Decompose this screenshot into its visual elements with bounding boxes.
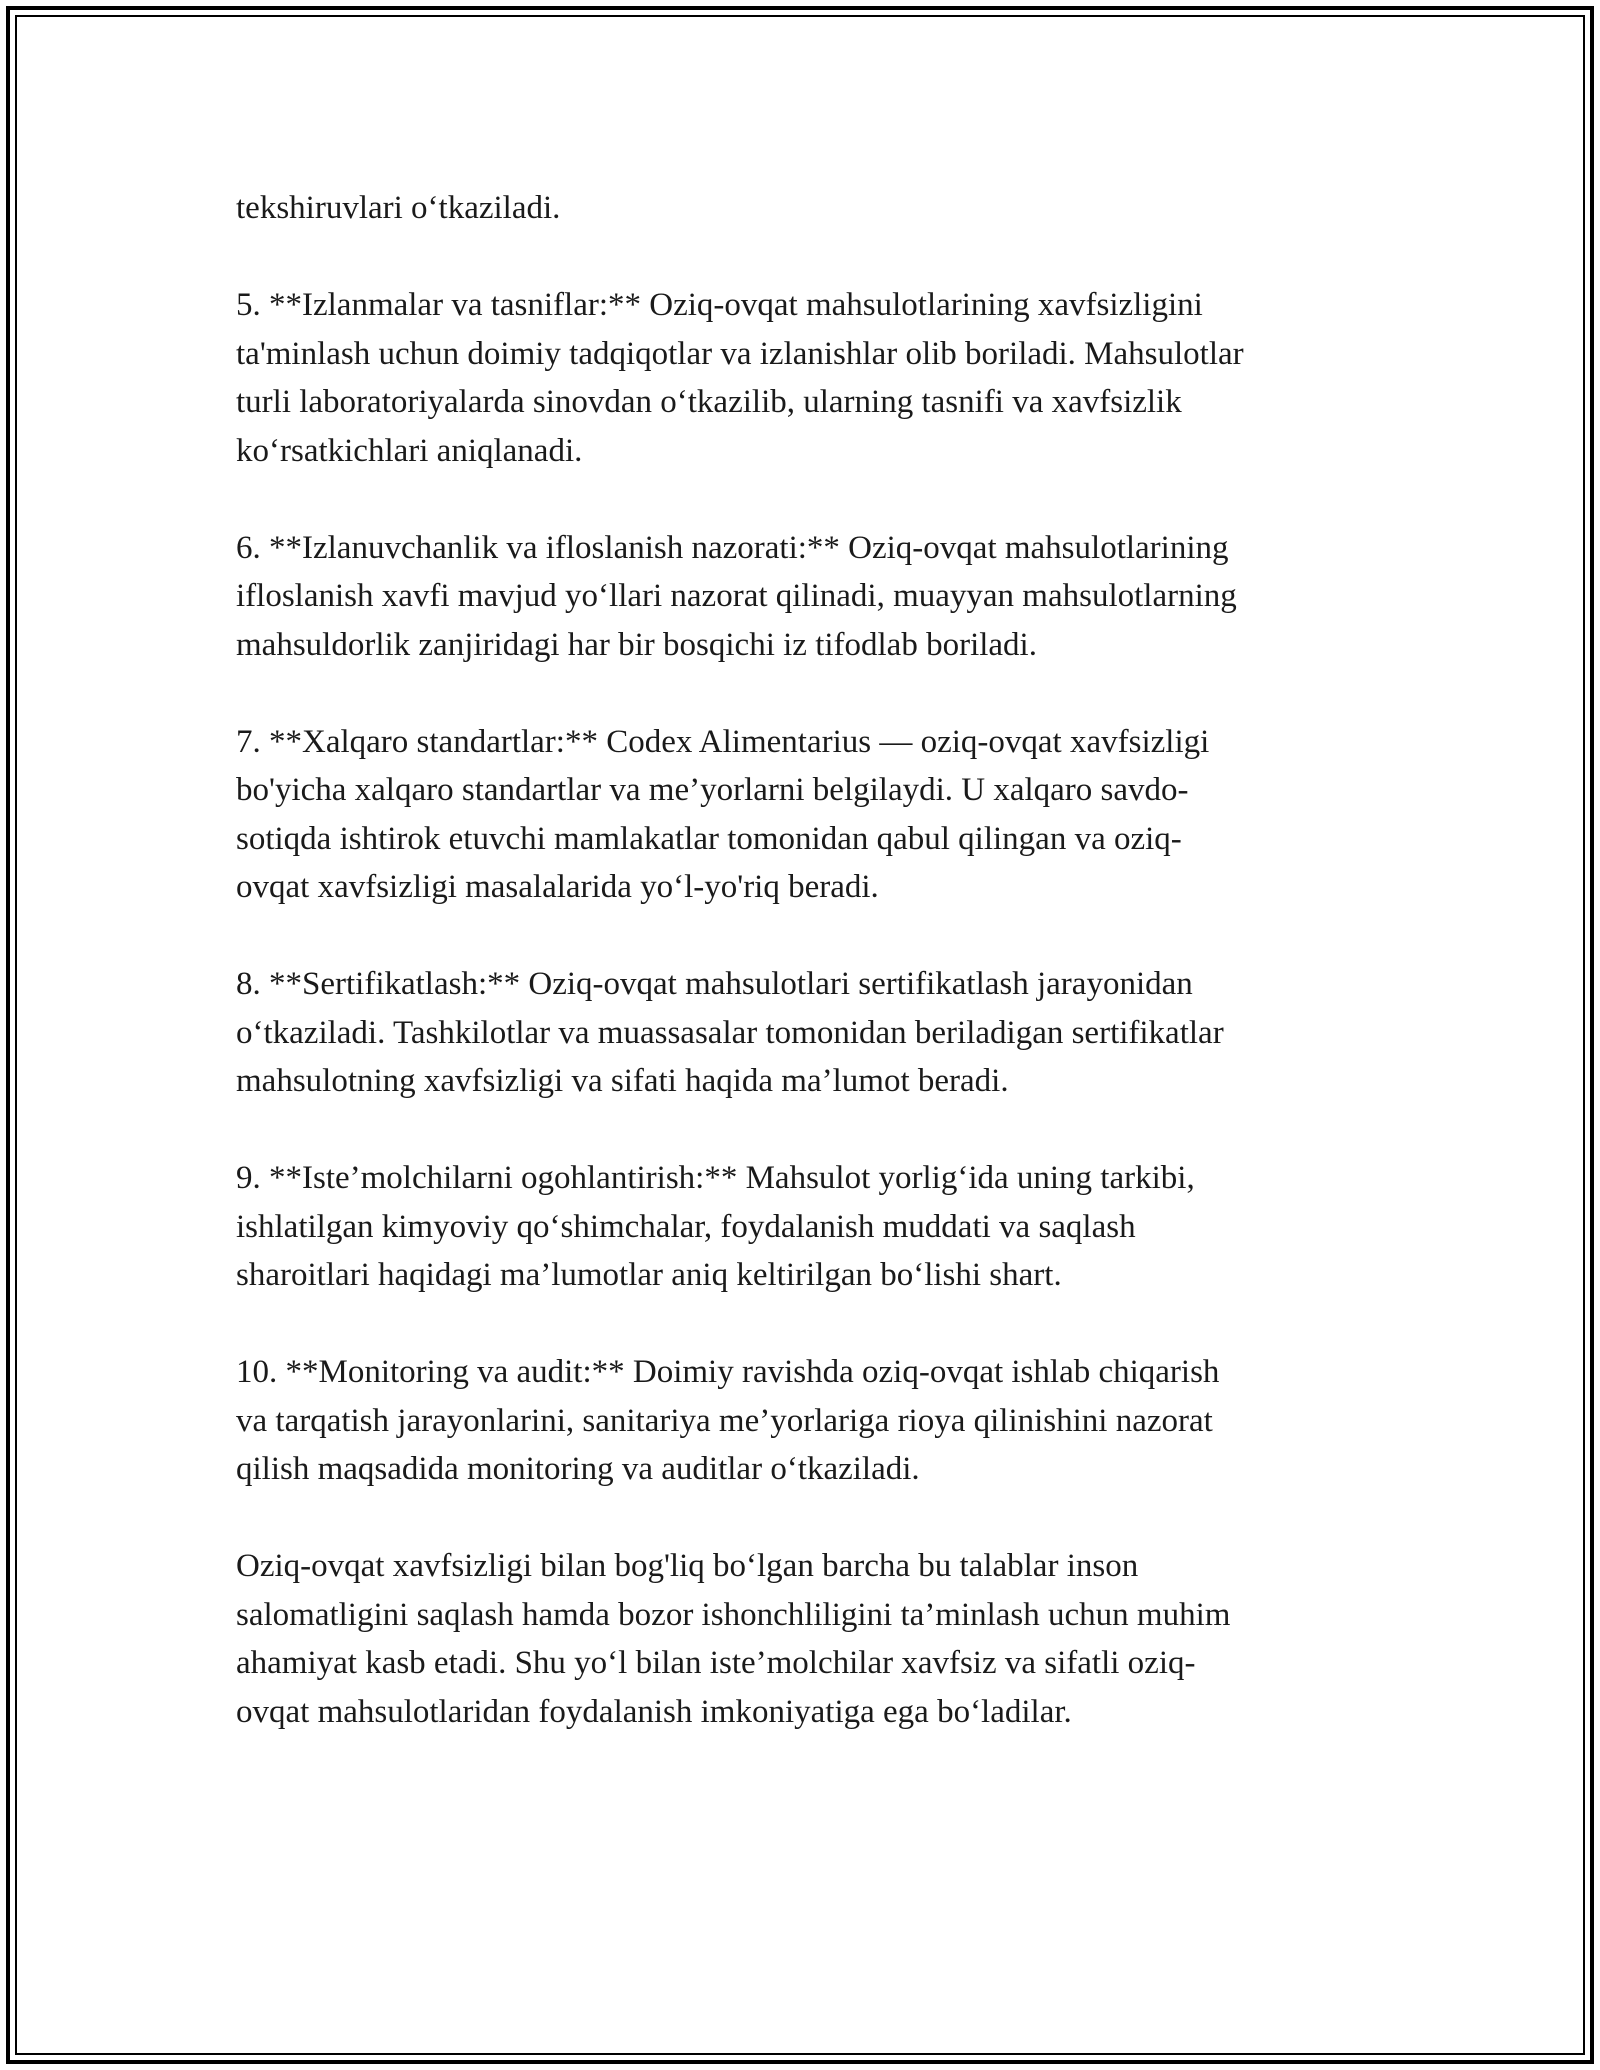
text-line: 6. **Izlanuvchanlik va ifloslanish nazorati:** Oziq-ovqat mahsulotlarining [236,529,1229,566]
text-line: ovqat mahsulotlaridan foydalanish imkoniyatiga ega bo‘ladilar. [236,1693,1072,1730]
text-line: ifloslanish xavfi mavjud yo‘llari nazorat qilinadi, muayyan mahsulotlarning [236,578,1237,614]
text-line: ovqat xavfsizligi masalalarida yo‘l-yo'riq beradi. [236,869,879,905]
paragraph-item-7 [236,718,1376,912]
paragraph-item-6 [236,524,1376,670]
text-line: o‘tkaziladi. Tashkilotlar va muassasalar tomonidan beriladigan sertifikatlar [236,1014,1224,1051]
text-line: tekshiruvlari o‘tkaziladi. [236,190,561,226]
paragraph-item-8 [236,960,1376,1106]
text-line: va tarqatish jarayonlarini, sanitariya me’yorlariga rioya qilinishini nazorat [236,1402,1213,1439]
paragraph-item-9 [236,1154,1376,1300]
text-line: 5. **Izlanmalar va tasniflar:** Oziq-ovqat mahsulotlarining xavfsizligini [236,287,1203,323]
text-line: salomatligini saqlash hamda bozor ishonchliligini ta’minlash uchun muhim [236,1596,1231,1633]
paragraph-item-10 [236,1348,1376,1494]
text-line: 9. **Iste’molchilarni ogohlantirish:** Mahsulot yorlig‘ida uning tarkibi, [236,1160,1195,1196]
text-line: ahamiyat kasb etadi. Shu yo‘l bilan iste’molchilar xavfsiz va sifatli oziq- [236,1645,1196,1681]
paragraph-conclusion [236,1542,1376,1736]
paragraph-continuation [236,184,1376,233]
text-line: ishlatilgan kimyoviy qo‘shimchalar, foydalanish muddati va saqlash [236,1208,1136,1245]
text-line: 7. **Xalqaro standartlar:** Codex Alimentarius — oziq-ovqat xavfsizligi [236,723,1210,760]
text-line: 8. **Sertifikatlash:** Oziq-ovqat mahsulotlari sertifikatlash jarayonidan [236,966,1193,1002]
text-line: ta'minlash uchun doimiy tadqiqotlar va izlanishlar olib boriladi. Mahsulotlar [236,335,1244,372]
text-line: 10. **Monitoring va audit:** Doimiy ravishda oziq-ovqat ishlab chiqarish [236,1354,1220,1390]
text-line: ko‘rsatkichlari aniqlanadi. [236,432,583,469]
text-line: bo'yicha xalqaro standartlar va me’yorlarni belgilaydi. U xalqaro savdo- [236,772,1189,808]
document-body [236,184,1376,1736]
text-line: turli laboratoriyalarda sinovdan o‘tkazilib, ularning tasnifi va xavfsizlik [236,384,1182,420]
paragraph-item-5 [236,281,1376,475]
text-line: qilish maqsadida monitoring va auditlar o‘tkaziladi. [236,1451,920,1487]
text-line: sharoitlari haqidagi ma’lumotlar aniq keltirilgan bo‘lishi shart. [236,1257,1062,1293]
text-line: mahsulotning xavfsizligi va sifati haqida ma’lumot beradi. [236,1063,1009,1099]
text-line: sotiqda ishtirok etuvchi mamlakatlar tomonidan qabul qilingan va oziq- [236,820,1182,857]
text-line: mahsuldorlik zanjiridagi har bir bosqichi iz tifodlab boriladi. [236,626,1037,663]
text-line: Oziq-ovqat xavfsizligi bilan bog'liq bo‘lgan barcha bu talablar inson [236,1548,1139,1584]
